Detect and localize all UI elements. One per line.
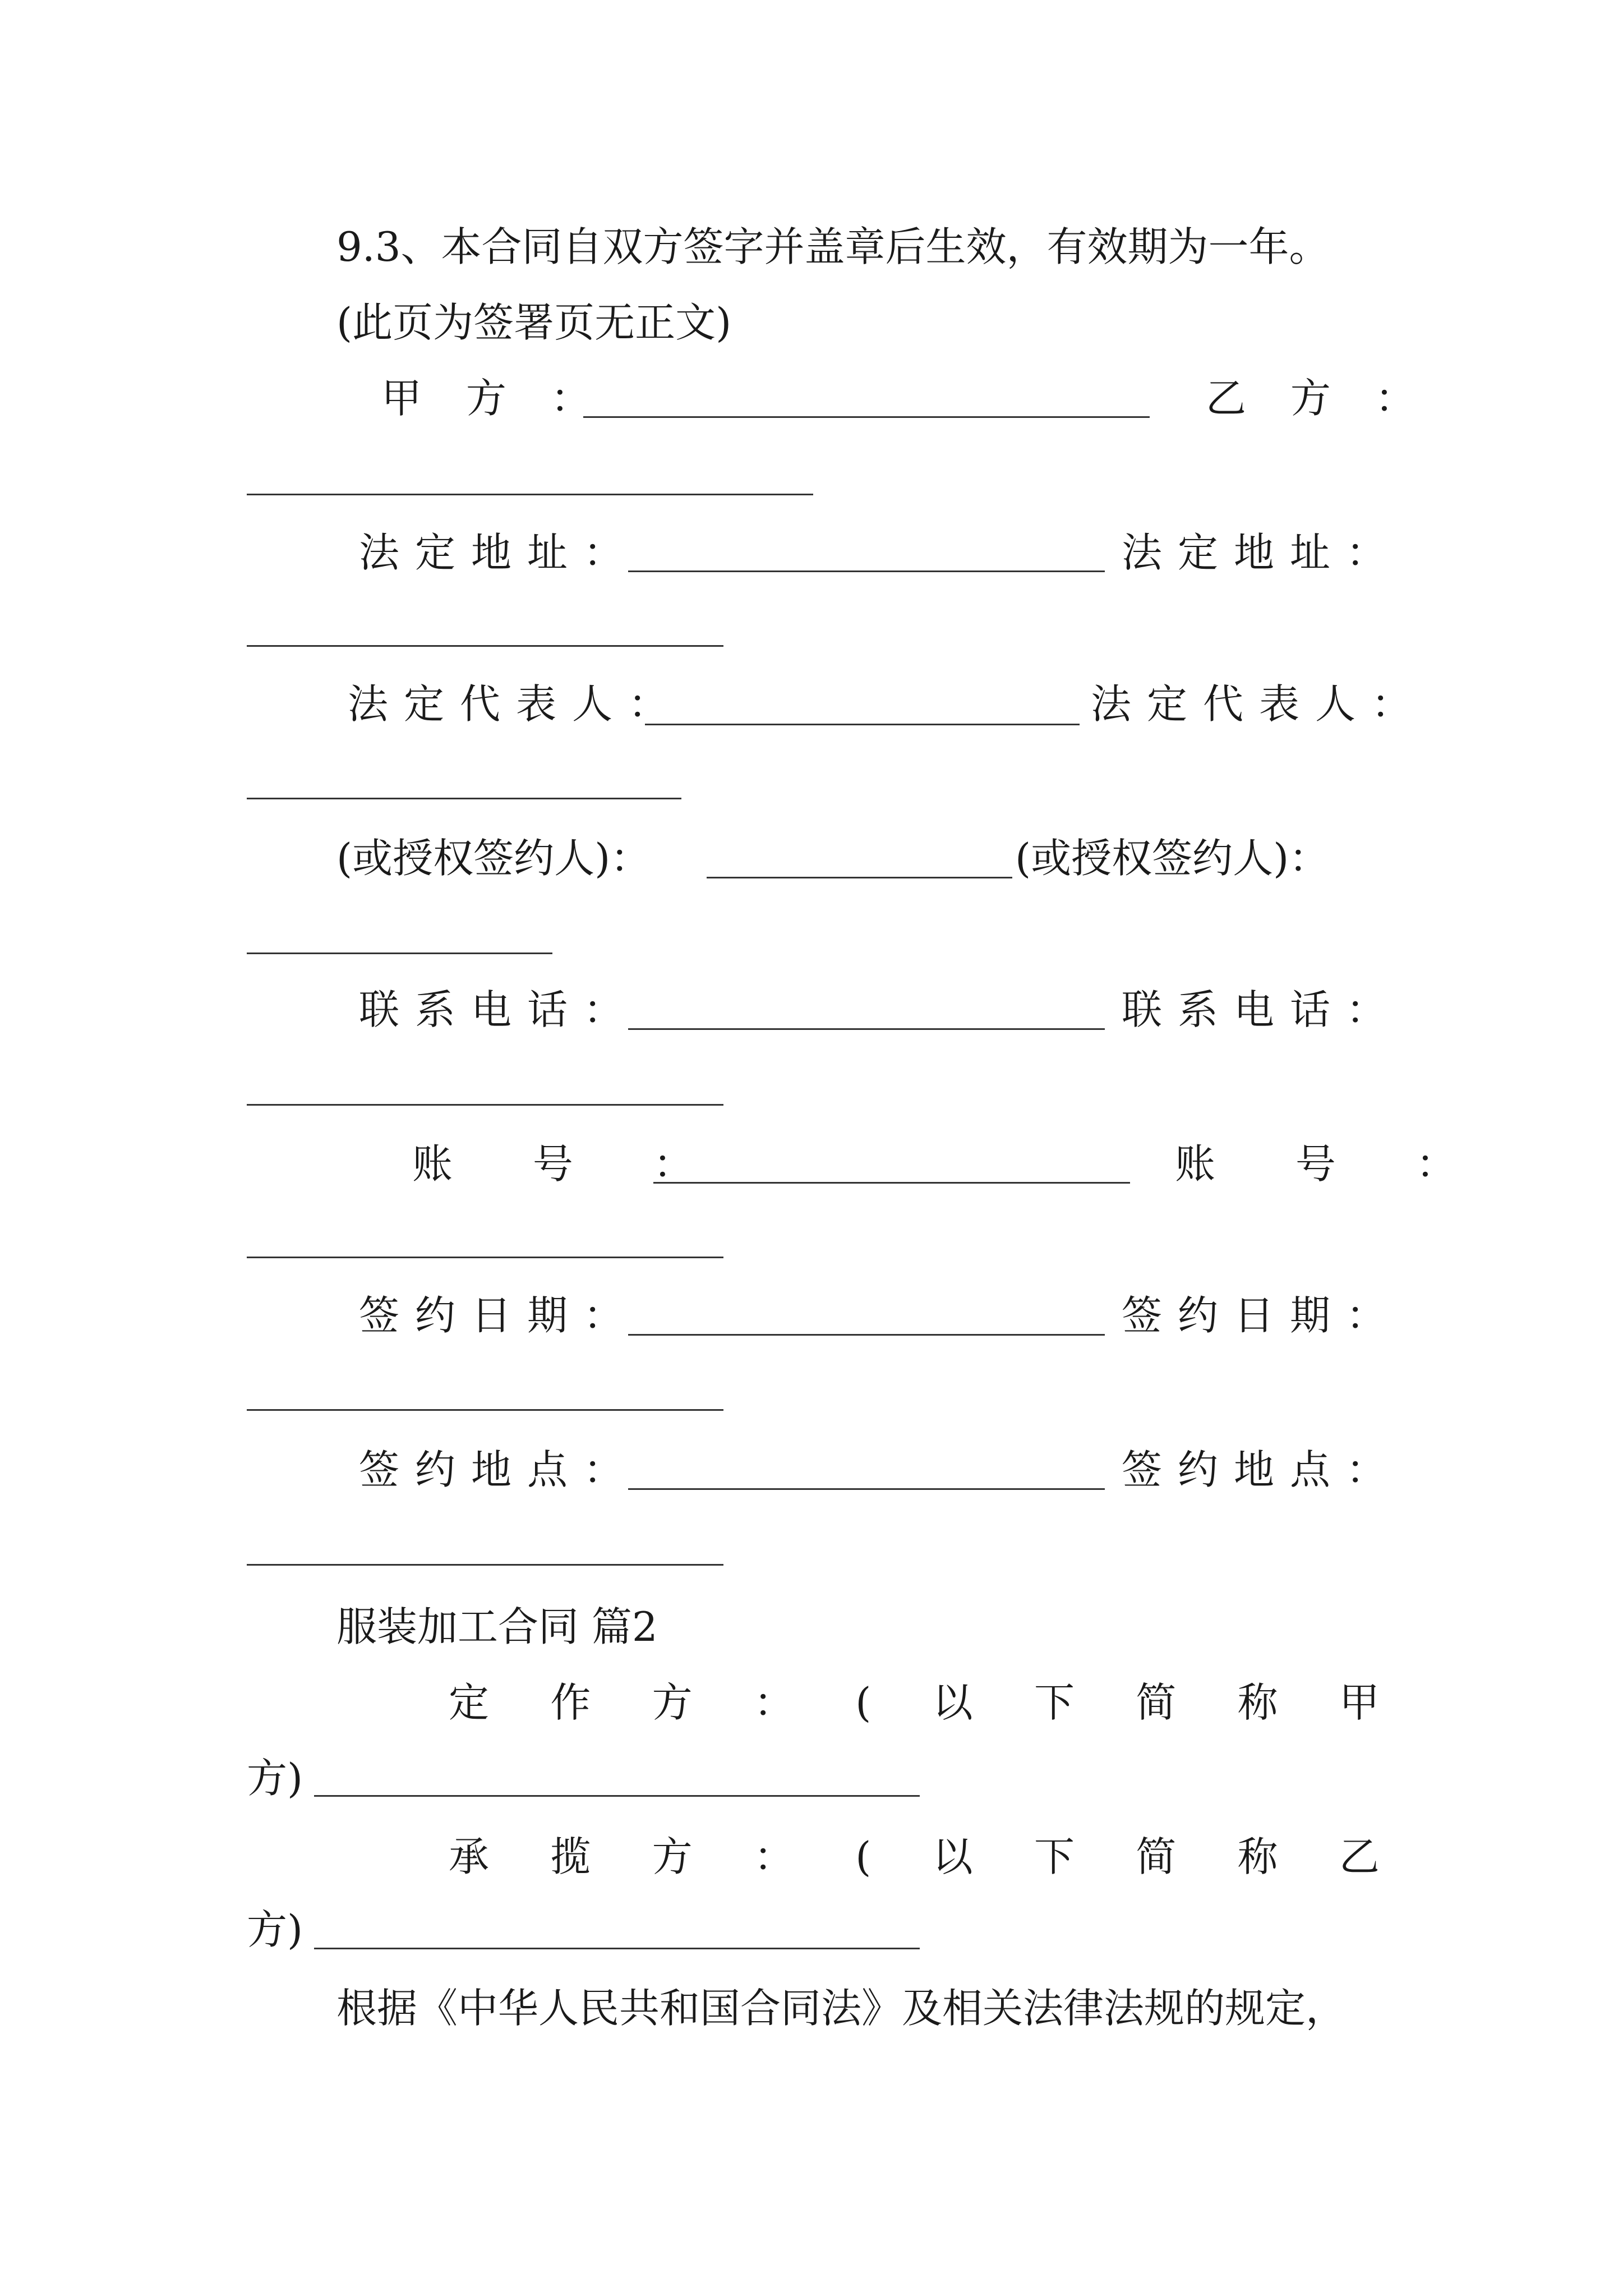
party-b-char: 以 bbox=[932, 1833, 973, 1880]
field-label-right: 签约地点： bbox=[1122, 1446, 1403, 1493]
section-title: 服装加工合同 篇2 bbox=[336, 1603, 658, 1650]
field-label-left: 甲 方 ： bbox=[381, 375, 607, 422]
party-a-name-line[interactable] bbox=[314, 1795, 920, 1797]
party-b-char: 乙 bbox=[1339, 1833, 1380, 1880]
field-label-right: 账 号 ： bbox=[1175, 1140, 1490, 1188]
party-b-char: 方 bbox=[652, 1833, 693, 1880]
signature-line-continued[interactable] bbox=[247, 953, 552, 954]
field-label-left: 法定代表人： bbox=[348, 680, 685, 728]
party-a-char: 称 bbox=[1237, 1679, 1278, 1726]
intro-paragraph: 根据《中华人民共和国合同法》及相关法律法规的规定， bbox=[336, 1985, 1347, 2032]
party-b-char: 简 bbox=[1136, 1833, 1177, 1880]
clause-9-3: 9.3、本合同自双方签字并盖章后生效，有效期为一年。 bbox=[336, 223, 1330, 270]
party-b-char: 承 bbox=[449, 1833, 490, 1880]
party-b-line bbox=[449, 1832, 1380, 1882]
party-a-char: 下 bbox=[1034, 1679, 1075, 1726]
signature-line[interactable] bbox=[628, 570, 1105, 572]
party-a-char: 作 bbox=[550, 1679, 591, 1726]
signature-line-continued[interactable] bbox=[247, 645, 723, 647]
signature-line-continued[interactable] bbox=[247, 1564, 723, 1566]
party-a-char: 简 bbox=[1136, 1679, 1177, 1726]
signature-line-continued[interactable] bbox=[247, 1257, 723, 1258]
field-label-left: 签约地点： bbox=[359, 1446, 640, 1493]
party-a-line bbox=[449, 1677, 1380, 1728]
signature-line-continued[interactable] bbox=[247, 1409, 723, 1411]
party-b-char: 揽 bbox=[550, 1833, 591, 1880]
signature-line-continued[interactable] bbox=[247, 494, 813, 495]
field-label-left: (或授权签约人)： bbox=[336, 835, 651, 882]
field-label-right: 乙 方 ： bbox=[1206, 375, 1431, 422]
signature-line-continued[interactable] bbox=[247, 1104, 723, 1106]
party-b-char: 称 bbox=[1237, 1833, 1278, 1880]
field-label-right: 签约日期： bbox=[1122, 1292, 1403, 1339]
signature-line[interactable] bbox=[628, 1028, 1105, 1030]
party-a-char: 以 bbox=[932, 1679, 973, 1726]
field-label-right: 联系电话： bbox=[1122, 986, 1403, 1033]
field-label-left: 签约日期： bbox=[359, 1292, 640, 1339]
signature-line-continued[interactable] bbox=[247, 798, 681, 799]
signature-line[interactable] bbox=[707, 877, 1012, 878]
field-label-left: 联系电话： bbox=[359, 986, 640, 1033]
party-a-char: ： bbox=[753, 1679, 794, 1726]
party-a-char: 甲 bbox=[1339, 1679, 1380, 1726]
party-b-tail: 方) bbox=[247, 1906, 303, 1953]
party-b-name-line[interactable] bbox=[314, 1948, 920, 1949]
party-a-char: ( bbox=[855, 1679, 872, 1726]
signature-line[interactable] bbox=[628, 1334, 1105, 1336]
field-label-right: (或授权签约人)： bbox=[1015, 835, 1330, 882]
party-a-char: 定 bbox=[449, 1679, 490, 1726]
party-b-char: ( bbox=[855, 1833, 872, 1880]
party-b-char: ： bbox=[753, 1833, 794, 1880]
signature-line[interactable] bbox=[653, 1182, 1130, 1184]
signature-line[interactable] bbox=[645, 724, 1080, 725]
party-a-tail: 方) bbox=[247, 1755, 303, 1802]
signature-note: (此页为签署页无正文) bbox=[336, 299, 732, 346]
party-a-char: 方 bbox=[652, 1679, 693, 1726]
signature-line[interactable] bbox=[583, 416, 1150, 418]
signature-line[interactable] bbox=[628, 1488, 1105, 1490]
party-b-char: 下 bbox=[1034, 1833, 1075, 1880]
field-label-right: 法定代表人： bbox=[1091, 680, 1428, 728]
field-label-left: 账 号 ： bbox=[412, 1140, 727, 1188]
field-label-right: 法定地址： bbox=[1122, 529, 1403, 576]
field-label-left: 法定地址： bbox=[359, 529, 640, 576]
